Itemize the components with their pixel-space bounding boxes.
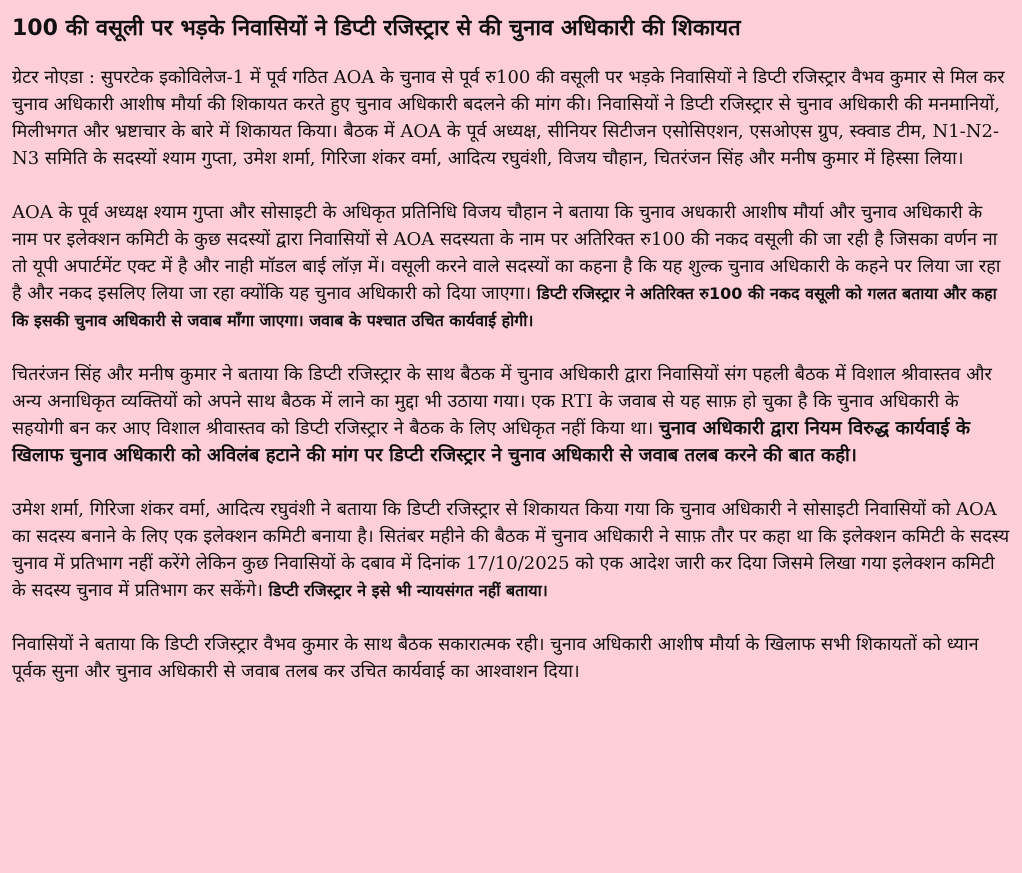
paragraph-5 <box>12 631 1010 685</box>
paragraph-3-text: चितरंजन सिंह और मनीष कुमार ने बताया कि डिप्टी रजिस्ट्रार के साथ बैठक में चुनाव अधिकारी द्वारा निवासियों संग पहली बैठक में विशाल श्रीवास्तव और अन्य अनाधिकृत व्यक्तियों को अपने साथ बैठक में लाने का मुद्दा भी उठाया गया। एक RTI के जवाब से यह साफ़ हो चुका है कि चुनाव अधिकारी के सहयोगी बन कर आए विशाल श्रीवास्तव को डिप्टी रजिस्ट्रार ने बैठक के लिए अधिकृत नहीं किया था। <box>12 364 992 439</box>
paragraph-5-text: निवासियों ने बताया कि डिप्टी रजिस्ट्रार वैभव कुमार के साथ बैठक सकारात्मक रही। चुनाव अधिकारी आशीष मौर्या के खिलाफ सभी शिकायतों को ध्यान पूर्वक सुना और चुनाव अधिकारी से जवाब तलब कर उचित कार्यवाई का आश्वाशन दिया। <box>12 634 979 682</box>
article-headline: 100 की वसूली पर भड़के निवासियों ने डिप्टी रजिस्ट्रार से की चुनाव अधिकारी की शिकायत <box>12 16 741 41</box>
paragraph-3-bold-text: चुनाव अधिकारी द्वारा नियम विरुद्ध कार्यवाई के खिलाफ चुनाव अधिकारी को अविलंब हटाने की मांग पर डिप्टी रजिस्ट्रार ने चुनाव अधिकारी से जवाब तलब करने की बात कही। <box>12 418 971 466</box>
paragraph-4-bold-text: डिप्टी रजिस्ट्रार ने इसे भी न्यायसंगत नहीं बताया। <box>268 581 548 600</box>
paragraph-2-text: AOA के पूर्व अध्यक्ष श्याम गुप्ता और सोसाइटी के अधिकृत प्रतिनिधि विजय चौहान ने बताया कि चुनाव अधकारी आशीष मौर्या और चुनाव अधिकारी के नाम पर इलेक्शन कमिटी के कुछ सदस्यों द्वारा निवासियों से AOA सदस्यता के नाम पर अतिरिक्त रु100 की नकद वसूली की जा रही है जिसका वर्णन ना तो यूपी अपार्टमेंट एक्ट में है और नाही मॉडल बाई लॉज़ में। वसूली करने वाले सदस्यों का कहना है कि यह शुल्क चुनाव अधिकारी के कहने पर लिया जा रहा है और नकद इसलिए लिया जा रहा क्योंकि यह चुनाव अधिकारी को दिया जाएगा। <box>12 202 1001 304</box>
paragraph-2 <box>12 199 1010 334</box>
paragraph-4-text: उमेश शर्मा, गिरिजा शंकर वर्मा, आदित्य रघुवंशी ने बताया कि डिप्टी रजिस्ट्रार से शिकायत किया गया कि चुनाव अधिकारी ने सोसाइटी निवासियों को AOA का सदस्य बनाने के लिए एक इलेक्शन कमिटी बनाया है। सितंबर महीने की बैठक में चुनाव अधिकारी ने साफ़ तौर पर कहा था कि इलेक्शन कमिटी के सदस्य चुनाव में प्रतिभाग नहीं करेंगे लेकिन कुछ निवासियों के दबाव में दिनांक 17/10/2025 को एक आदेश जारी कर दिया जिसमे लिखा गया इलेक्शन कमिटी के सदस्य चुनाव में प्रतिभाग कर सकेंगे। <box>12 499 1010 601</box>
paragraph-3 <box>12 361 1010 469</box>
paragraph-4 <box>12 496 1010 604</box>
paragraph-1 <box>12 64 1010 172</box>
paragraph-1-text: ग्रेटर नोएडा : सुपरटेक इकोविलेज-1 में पूर्व गठित AOA के चुनाव से पूर्व रु100 की वसूली पर भड़के निवासियों ने डिप्टी रजिस्ट्रार वैभव कुमार से मिल कर चुनाव अधिकारी आशीष मौर्या की शिकायत करते हुए चुनाव अधिकारी बदलने की मांग की। निवासियों ने डिप्टी रजिस्ट्रार से चुनाव अधिकारी की मनमानियों, मिलीभगत और भ्रष्टाचार के बारे में शिकायत किया। बैठक में AOA के पूर्व अध्यक्ष, सीनियर सिटीजन एसोसिएशन, एसओएस ग्रुप, स्क्वाड टीम, N1-N2-N3 समिति के सदस्यों श्याम गुप्ता, उमेश शर्मा, गिरिजा शंकर वर्मा, आदित्य रघुवंशी, विजय चौहान, चितरंजन सिंह और मनीष कुमार में हिस्सा लिया। <box>12 67 1005 169</box>
paragraph-2-bold-text: डिप्टी रजिस्ट्रार ने अतिरिक्त रु100 की नकद वसूली को गलत बताया और कहा कि इसकी चुनाव अधिकारी से जवाब माँगा जाएगा। जवाब के पश्चात उचित कार्यवाई होगी। <box>12 284 997 330</box>
